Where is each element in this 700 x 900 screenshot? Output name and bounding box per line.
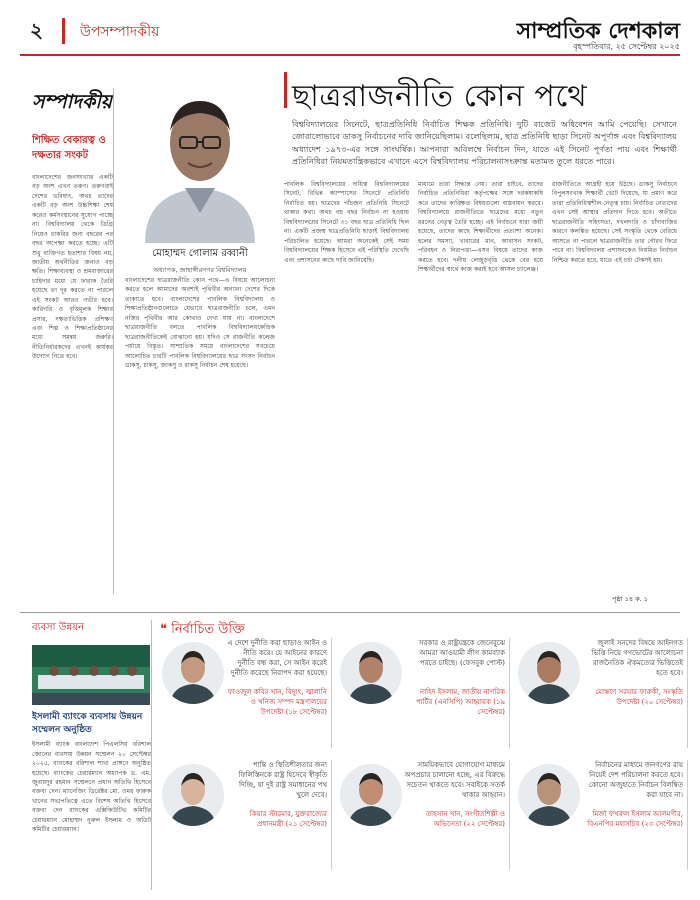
section-label: উপসম্পাদকীয় xyxy=(80,24,160,40)
quote-text: নির্বাচনের মাধ্যমে জনগণের রায় নিয়েই দেশ পরিচালনা করতে হবে। কোনো অজুহাতে নির্বাচন বিলম্বিত করা যাবে না। xyxy=(588,761,683,800)
business-photo xyxy=(32,645,150,705)
author-role: অধ্যাপক, জাহাঙ্গীরনগর বিশ্ববিদ্যালয় xyxy=(153,266,247,274)
editorial-title: শিক্ষিত বেকারত্ব ও দক্ষতার সংকট xyxy=(32,135,106,161)
quote-portrait xyxy=(340,764,402,826)
quote-portrait xyxy=(162,642,224,704)
editorial-column xyxy=(32,88,114,594)
quote-card xyxy=(516,638,688,748)
quote-speaker: কিয়ার স্টারমার, যুক্তরাজ্যের প্রধানমন্ত্রী (২১ সেপ্টেম্বর) xyxy=(249,810,327,828)
quote-speaker: মোস্তফা সরয়ার ফারুকী, সংস্কৃতি উপদেষ্টা (২০ সেপ্টেম্বর) xyxy=(595,688,683,706)
section-divider xyxy=(20,612,680,613)
article-column-1: বাংলাদেশের ছাত্ররাজনীতি কোন পথে—এ বিষয়ে আলোচনা করতে হলে আমাদের অবশ্যই পৃথিবীর অন্যান্য দেশের দিকে তাকাতে হবে। বাংলাদেশের পাবলিক বিশ্ববিদ্যালয় ও শিক্ষাপ্রতিষ্ঠানগুলোতে যেভাবে ছাত্ররাজনীতি চলে, এমন নজির পৃথিবীর আর কোথাও দেখা যায় না। বাংলাদেশে ছাত্ররাজনীতি বলতে পাবলিক বিশ্ববিদ্যালয়কেন্দ্রিক ছাত্ররাজনীতিকেই বোঝানো হয়। যদিও সে রাজনীতি কলেজ পর্যায়ে বিস্তৃত। সাম্প্রতিক সময়ে বাংলাদেশের সবচেয়ে আলোচিত চারটি পাবলিক বিশ্ববিদ্যালয়ের ছাত্র সংসদ নির্বাচন ডাকসু, চাকসু, জাকসু ও রাকসু নির্বাচন শেষ হয়েছে। xyxy=(125,277,275,369)
continued-marker: পৃষ্ঠা ১৪ ক. ১ xyxy=(612,595,648,603)
article-column-2: পাবলিক বিশ্ববিদ্যালয়ের দায়িত্ব বিশ্ববিদ্যালয়ের সিনেট, বিভিন্ন ক্যাম্পাসের সিনেটে প্রতিনিধি নির্বাচিত হয়। ছাত্রদের পাঁচজন প্রতিনিধি সিনেটে থাকার কথা। অথচ বহু বছর নির্বাচন না হওয়ায় বিশ্ববিদ্যালয়ের সিনেটে ৩১ বছর ছাত্র প্রতিনিধি ছিল না। একটি প্রজন্ম ছাত্রপ্রতিনিধি ছাড়াই বিশ্ববিদ্যালয় পরিচালিত হয়েছে। আমরা অনেকেই সেই সময় বিশ্ববিদ্যালয়ের শিক্ষক হিসেবে এই পরিস্থিতি দেখেছি এবং প্রশাসনের কাছে দাবি জানিয়েছি। xyxy=(284,181,409,264)
quote-portrait xyxy=(162,764,224,826)
business-body: ইসলামী ব্যাংক বাংলাদেশ পিএলসির বরিশাল জোনের ব্যবসায় উন্নয়ন সম্মেলন ২০ সেপ্টেম্বর ২০২৫, ব্যাংকের বরিশাল শাখা প্রাঙ্গণে অনুষ্ঠিত হয়েছে। ব্যাংকের চেয়ারম্যান অধ্যাপক ড. এম. জুবায়দুর রহমান সম্মেলনে প্রধান অতিথি হিসেবে বক্তব্য দেন। ম্যানেজিং ডিরেক্টর মো. ওমর ফারুক খানের সভাপতিত্বে এতে বিশেষ অতিথি হিসেবে বক্তব্য দেন ব্যাংকের এক্সিকিউটিভ কমিটির চেয়ারম্যান মোহাম্মদ নুরুল ইসলাম ও অডিট কমিটির চেয়ারম্যান। xyxy=(32,741,151,834)
quote-speaker: নাহিদ ইসলাম, জাতীয় নাগরিক পার্টির (এনসিপি) আহ্বায়ক (১৯ সেপ্টেম্বর) xyxy=(415,688,505,716)
article-headline: ছাত্ররাজনীতি কোন পথে xyxy=(292,79,588,114)
quote-portrait xyxy=(518,642,580,704)
quote-card xyxy=(338,760,510,870)
byline xyxy=(125,246,275,276)
quote-card xyxy=(160,760,332,870)
quotes-head: ❝ নির্বাচিত উক্তি xyxy=(160,622,245,637)
quotes-section xyxy=(160,620,683,890)
author-photo xyxy=(125,63,275,243)
issue-date: বৃহস্পতিবার, ২৫ সেপ্টেম্বর ২০২৫ xyxy=(573,42,680,51)
editorial-body: বাংলাদেশের জনসংখ্যার একটি বড় অংশ এখন তরুণ। তরুণরাই দেশের ভবিষ্যৎ, অথচ তাদের একটি বড় অংশ উচ্চশিক্ষা শেষ করেও কর্মসংস্থানের সুযোগ পাচ্ছে না। বিশ্ববিদ্যালয় থেকে ডিগ্রি নিয়েও চাকরির জন্য বছরের পর বছর অপেক্ষা করতে হচ্ছে। এটি শুধু ব্যক্তিগত হতাশার বিষয় নয়, জাতীয় অর্থনীতির জন্যও বড় ক্ষতি। শিক্ষাব্যবস্থা ও শ্রমবাজারের চাহিদার মধ্যে যে ফারাক তৈরি হয়েছে তা দূর করতে না পারলে এই সংকট আরও গভীর হবে। কারিগরি ও বৃত্তিমূলক শিক্ষার প্রসার, দক্ষতাভিত্তিক প্রশিক্ষণ এবং শিল্প ও শিক্ষাপ্রতিষ্ঠানের মধ্যে সমন্বয় জরুরি। নীতিনির্ধারকদের এখনই কার্যকর উদ্যোগ নিতে হবে। xyxy=(32,174,113,361)
quotes-head-label: নির্বাচিত উক্তি xyxy=(171,622,245,637)
business-column xyxy=(32,620,152,890)
masthead: সাম্প্রতিক দেশকাল xyxy=(516,18,680,44)
quote-speaker: মির্জা ফখরুল ইসলাম আলমগীর, বিএনপির মহাসচিব (২৩ সেপ্টেম্বর) xyxy=(587,810,683,828)
quote-text: সরকার ও রাষ্ট্রযন্ত্রকে জেনেবুঝে আমরা আওয়ামী লীগ কামব্যাক পরতে চাইছে। (ফেসবুক পোস্ট) xyxy=(418,639,505,668)
article-column-3: মাধ্যমে তারা সিদ্ধান্ত নেয়। তারা চাইবে, তাদের নির্বাচিত প্রতিনিধিরা কর্তৃপক্ষের সঙ্গে দরকষাকষি করে তাদের কাঙ্ক্ষিত বিষয়গুলো বাস্তবায়ন করবে। বিশ্ববিদ্যালয়ে রাজনীতিতে ছাত্রদের মধ্যে নতুন ধরনের নেতৃত্ব তৈরি হচ্ছে। এই নির্বাচনে যারা জয়ী হয়েছে, তাদের কাছে শিক্ষার্থীদের প্রত্যাশা অনেক। হলের সমস্যা, খাবারের মান, আবাসন সংকট, পরিবহন ও নিরাপত্তা—এসব বিষয়ে তাদের কাজ করতে হবে। দলীয় লেজুড়বৃত্তি থেকে বের হয়ে শিক্ষার্থীদের স্বার্থে কাজ করাই হবে আসল চ্যালেঞ্জ। xyxy=(418,181,543,273)
quote-text: শান্তি ও স্থিতিশীলতার জন্য ফিলিস্তিনকে রাষ্ট্র হিসেবে স্বীকৃতি দিচ্ছি, যা দুই রাষ্ট্র সমাধানের পথ খুলে দেবে। xyxy=(238,761,327,800)
quote-speaker: তাহসান খান, সংগীতশিল্পী ও অভিনেতা (২২ সেপ্টেম্বর) xyxy=(425,810,505,828)
page-header xyxy=(20,14,680,56)
business-title: ইসলামী ব্যাংকে ব্যবসায় উন্নয়ন সম্মেলন অনুষ্ঠিত xyxy=(32,712,143,735)
quote-text: এ দেশে দুর্নীতি করা ছাড়াও আইন ও নীতি করে। যে আইনের কারণে দুর্নীতি বন্ধ করা, সে আইন করেই দুর্নীতি করেছে নিরাপদ করা হয়েছে। xyxy=(227,639,327,678)
editorial-mark: সম্পাদকীয় xyxy=(32,91,112,113)
pen-icon xyxy=(62,18,70,44)
quote-portrait xyxy=(518,764,580,826)
quote-text: সাময়িকভাবে যোগাযোগ মাধ্যমে অপপ্রচার চালানো হচ্ছে, এর বিরুদ্ধে সচেতন থাকতে হবে। সবাইকে সতর্ক থাকার আহ্বান। xyxy=(404,761,505,800)
business-head: ব্যবসা উন্নয়ন xyxy=(32,622,85,633)
quote-card xyxy=(160,638,332,748)
article-column-4: রাজনীতিতে আগ্রহী হয়ে উঠছে। ডাকসু নির্বাচনে বিপুলসংখ্যক শিক্ষার্থী ভোট দিয়েছে, যা প্রমাণ করে তারা প্রতিনিধিত্বশীল নেতৃত্ব চায়। নির্বাচিত নেতাদের এখন সেই আস্থার প্রতিদান দিতে হবে। অতীতে ছাত্ররাজনীতি সহিংসতা, দখলদারি ও চাঁদাবাজির কারণে কলঙ্কিত হয়েছে। সেই সংস্কৃতি থেকে বেরিয়ে আসতে না পারলে ছাত্ররাজনীতি তার গৌরব ফিরে পাবে না। বিশ্ববিদ্যালয় প্রশাসনকেও নিয়মিত নির্বাচন নিশ্চিত করতে হবে, যাতে এই চর্চা টেকসই হয়। xyxy=(552,181,677,264)
page-number: ২ xyxy=(30,18,44,42)
quote-card xyxy=(516,760,688,870)
author-name: মোহাম্মদ গোলাম রব্বানী xyxy=(152,248,248,259)
quote-card xyxy=(338,638,510,748)
quote-text: জুলাই সনদের বিষয়ে আইনগত ভিত্তি নিয়ে গণভোটের আলোচনা রাজনৈতিক ঐকমত্যের ভিত্তিতেই হতে হবে। xyxy=(591,639,683,678)
quote-speaker: ফাওজুল কবির খান, বিদ্যুৎ, জ্বালানি ও খনিজ সম্পদ মন্ত্রণালয়ের উপদেষ্টা (১৮ সেপ্টেম্বর) xyxy=(227,688,327,716)
article-intro: বিশ্ববিদ্যালয়ের সিনেটে, ছাত্রপ্রতিনিধি নির্বাচিত শিক্ষক প্রতিনিধি। দুটি বাজেট অধিবেশন আমি পেয়েছি। সেখানে জোরালোভাবে ডাকসু নির্বাচনের দাবি জানিয়েছিলাম। বলেছিলাম, ছাত্র প্রতিনিধি ছাড়া সিনেট অপূর্ণাঙ্গ এবং বিশ্ববিদ্যালয় অধ্যাদেশ ১৯৭৩-এর সঙ্গে সাংঘর্ষিক। আপনারা অবিলম্বে নির্বাচন দিন, যাতে এই সিনেট পূর্ণতা পায় এবং শিক্ষার্থী প্রতিনিধিরা নিয়মতান্ত্রিকভাবে এখানে এসে বিশ্ববিদ্যালয় পরিচালনাসংক্রান্ত মতামত তুলে ধরতে পারে। xyxy=(292,119,677,166)
quote-portrait xyxy=(340,642,402,704)
headline-accent xyxy=(284,72,287,108)
